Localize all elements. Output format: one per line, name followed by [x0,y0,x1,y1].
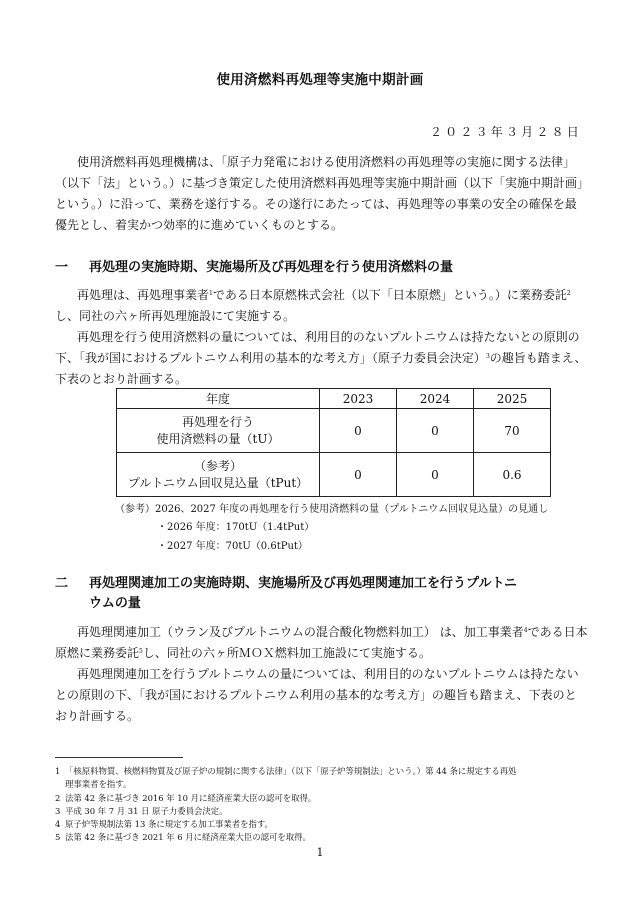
document-date: ２０２３年３月２８日 [429,125,582,139]
table-cell: 0 [320,453,397,497]
reference-note: （参考）2026、2027 年度の再処理を行う使用済燃料の量（プルトニウム回収見込量）の見通し [115,504,549,515]
table-cell: 0 [397,453,474,497]
footnote-divider [55,757,183,758]
section-1-paragraph-1: 再処理は、再処理事業者$^1$である日本原燃株式会社（以下「日本原燃」という。）に業務委託$^2$し、同社の六ヶ所再処理施設にて実施する。 [55,288,571,323]
section-2-heading [55,574,595,614]
table-header-cell: 2024 [397,389,474,409]
section-2-number: 二 [55,576,69,591]
footnote-1: 1 「核原料物質、核燃料物質及び原子炉の規制に関する法律」（以下「原子炉等規制法」という。）第 44 条に規定する再処 理事業者を指す。 [55,766,517,789]
reprocessing-plan-table [116,388,551,497]
section-1-number: 一 [55,260,69,275]
footnote-ref-4: 4 [523,627,528,634]
table-row [117,409,551,453]
table-row-label: 再処理を行う 使用済燃料の量（tU） [117,409,320,453]
reference-item: ・2026 年度：170tU（1.4tPut） [157,522,315,533]
table-row [117,453,551,497]
section-1-title: 再処理の実施時期、実施場所及び再処理を行う使用済燃料の量 [89,260,454,275]
intro-paragraph: 使用済燃料再処理機構は、「原子力発電における使用済燃料の再処理等の実施に関する法律」（以下「法」という。）に基づき策定した使用済燃料再処理等実施中期計画（以下「実施中期計画」という。）に沿って、業務を遂行する。その遂行にあたっては、再処理等の事業の安全の確保を最優先とし、着実かつ効率的に進めていくものとする。 [55,155,584,232]
section-2-paragraph-1: 再処理関連加工（ウラン及びプルトニウムの混合酸化物燃料加工） は、加工事業者$^4$である日本原燃に業務委託$^5$し、同社の六ヶ所ＭＯＸ燃料加工施設にて実施する。 [55,625,588,660]
section-1-paragraph-2: 再処理を行う使用済燃料の量については、利用目的のないプルトニウムは持たないとの原則の下、「我が国におけるプルトニウム利用の基本的な考え方」（原子力委員会決定）$^3$の趣旨も踏まえ、下表のとおり計画する。 [55,330,587,386]
table-cell: 70 [474,409,551,453]
document-title: 使用済燃料再処理等実施中期計画 [216,72,424,88]
section-2-paragraph-2: 再処理関連加工を行うプルトニウムの量については、利用目的のないプルトニウムは持たないとの原則の下、「我が国におけるプルトニウム利用の基本的な考え方」の趣旨も踏まえ、下表のとおり計画する。 [55,667,579,723]
table-cell: 0.6 [474,453,551,497]
table-header-cell: 年度 [117,389,320,409]
section-2-title-line-2: ウムの量 [89,596,141,611]
table-row-label: （参考） プルトニウム回収見込量（tPut） [117,453,320,497]
table-header-row [117,389,551,409]
footnote-ref-1: 1 [209,290,213,297]
reference-item: ・2027 年度：70tU（0.6tPut） [157,541,308,552]
footnote-ref-5: 5 [139,648,143,655]
page-number: 1 [316,846,324,859]
footnote-5: 5 法第 42 条に基づき 2021 年 6 月に経済産業大臣の認可を取得。 [55,832,311,842]
footnote-ref-3: 3 [485,353,490,360]
table-cell: 0 [320,409,397,453]
table-header-cell: 2023 [320,389,397,409]
footnote-ref-2: 2 [566,290,571,297]
footnote-3: 3 平成 30 年 7 月 31 日 原子力委員会決定。 [55,806,228,816]
footnote-4: 4 原子炉等規制法第 13 条に規定する加工事業者を指す。 [55,819,273,829]
section-1-heading [55,258,595,278]
table-header-cell: 2025 [474,389,551,409]
section-2-title-line-1: 再処理関連加工の実施時期、実施場所及び再処理関連加工を行うプルトニ [89,576,517,591]
footnote-2: 2 法第 42 条に基づき 2016 年 10 月に経済産業大臣の認可を取得。 [55,793,317,803]
table-cell: 0 [397,409,474,453]
